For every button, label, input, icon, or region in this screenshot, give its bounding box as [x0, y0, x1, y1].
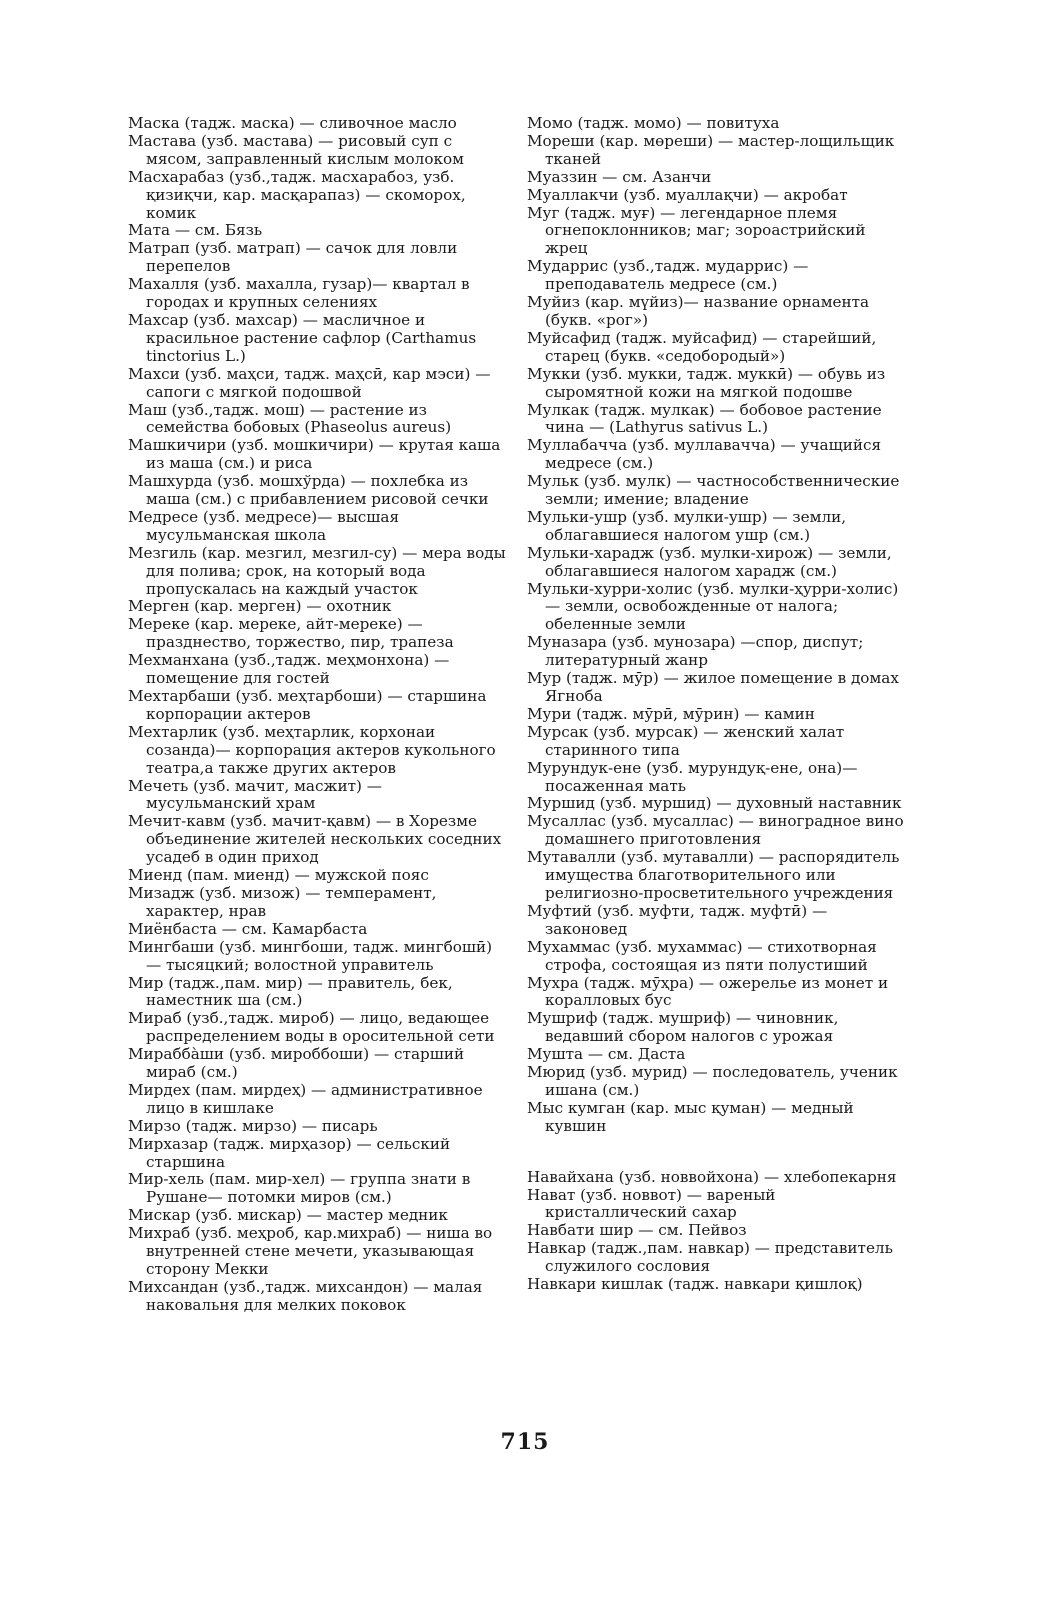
- glossary-entry: Мульки-хурри-холис (узб. мулки-ҳурри-холис) — земли, освобожденные от налога; обеленные земли: [527, 579, 899, 634]
- glossary-entry: Мехманхана (узб.,тадж. меҳмонхона) — помещение для гостей: [128, 651, 450, 688]
- glossary-entry: Муйсафид (тадж. муйсафид) — старейший, старец (букв. «седобородый»): [527, 328, 877, 365]
- glossary-entry: Мирхазар (тадж. мирҳазор) — сельский старшина: [128, 1134, 451, 1171]
- glossary-entry: Мударрис (узб.,тадж. мударрис) — преподаватель медресе (см.): [527, 257, 809, 294]
- glossary-entry: Машкичири (узб. мошкичири) — крутая каша из маша (см.) и риса: [128, 436, 501, 473]
- glossary-entry: Мечит-кавм (узб. мачит-қавм) — в Хорезме объединение жителей нескольких соседних усадеб в один приход: [128, 812, 502, 867]
- glossary-entry: Махалля (узб. махалла, гузар)— квартал в городах и крупных селениях: [128, 275, 470, 312]
- glossary-entry: Мурсак (узб. мурсак) — женский халат старинного типа: [527, 722, 845, 759]
- left-column: [128, 115, 508, 1315]
- glossary-entry: Муйиз (кар. мүйиз)— название орнамента (букв. «рог»): [527, 293, 870, 329]
- glossary-entry: Мухра (тадж. мӯҳра) — ожерелье из монет и коралловых бус: [527, 973, 889, 1010]
- glossary-entry: Момо (тадж. момо) — повитуха: [527, 114, 780, 132]
- glossary-entry: Мукки (узб. мукки, тадж. муккӣ) — обувь из сыромятной кожи на мягкой подошве: [527, 364, 886, 401]
- glossary-entry: Машхурда (узб. мошхўрда) — похлебка из маша (см.) с прибавлением рисовой сечки: [128, 472, 489, 509]
- glossary-entry: Мюрид (узб. мурид) — последователь, ученик ишана (см.): [527, 1063, 898, 1099]
- glossary-entry: Мискар (узб. мискар) — мастер медник: [128, 1206, 448, 1225]
- glossary-entry: Муршид (узб. муршид) — духовный наставник: [527, 794, 902, 813]
- glossary-entry: Навкар (тадж.,пам. навкар) — представитель служилого сословия: [527, 1239, 893, 1276]
- glossary-entry: Мури (тадж. мӯрӣ, мӯрин) — камин: [527, 704, 815, 723]
- glossary-entry: Муллабачча (узб. муллавачча) — учащийся медресе (см.): [527, 436, 882, 473]
- glossary-entry: Мутавалли (узб. мутавалли) — распорядитель имущества благотворительного или религиозно-просветительного учреждения: [527, 848, 900, 902]
- glossary-entry: Мурундук-ене (узб. мурундуқ-ене, она)— посаженная мать: [527, 758, 858, 795]
- glossary-entry: Муназара (узб. мунозара) —спор, диспут; литературный жанр: [527, 633, 864, 670]
- glossary-entry: Мульк (узб. мулк) — частнособственнические земли; имение; владение: [527, 472, 900, 509]
- glossary-entry: Миёнбаста — см. Камарбаста: [128, 919, 368, 938]
- glossary-entry: Мухаммас (узб. мухаммас) — стихотворная строфа, состоящая из пяти полустиший: [527, 937, 877, 974]
- glossary-entry: Мехтарбаши (узб. меҳтарбоши) — старшина корпорации актеров: [128, 687, 487, 723]
- glossary-entry: Навайхана (узб. новвойхона) — хлебопекарня: [527, 1167, 897, 1186]
- glossary-entry: Мингбаши (узб. мингбоши, тадж. мингбошӣ) — тысяцкий; волостной управитель: [128, 937, 493, 974]
- glossary-entry: Мастава (узб. мастава) — рисовый суп с мясом, заправленный кислым молоком: [128, 131, 464, 168]
- glossary-entry: Навбати шир — см. Пейвоз: [527, 1221, 747, 1240]
- glossary-entry: Махсар (узб. махсар) — масличное и красильное растение сафлор (Carthamus tinctorius L.): [128, 310, 477, 365]
- glossary-entry: Михраб (узб. меҳроб, кар.михраб) — ниша во внутренней стене мечети, указывающая сторону Мекки: [128, 1224, 493, 1278]
- glossary-entry: Муаззин — см. Азанчи: [527, 167, 712, 186]
- glossary-entry: Медресе (узб. медресе)— высшая мусульманская школа: [128, 507, 400, 544]
- glossary-entry: Мереке (кар. мереке, айт-мереке) — празднество, торжество, пир, трапеза: [128, 615, 454, 652]
- glossary-entry: Мата — см. Бязь: [128, 221, 263, 240]
- glossary-entry: Муг (тадж. муғ) — легендарное племя огнепоклонников; маг; зороастрийский жрец: [527, 203, 866, 258]
- right-column: [527, 115, 907, 1294]
- glossary-entry: Мезгиль (кар. мезгил, мезгил-су) — мера воды для полива; срок, на который вода пропускалась на каждый участок: [128, 543, 506, 598]
- glossary-entry: Мореши (кар. мөреши) — мастер-лощильщик тканей: [527, 131, 895, 168]
- glossary-entry: Мирабба̀ши (узб. мироббоши) — старший мираб (см.): [128, 1045, 465, 1082]
- glossary-entry: Матрап (узб. матрап) — сачок для ловли перепелов: [128, 239, 458, 276]
- glossary-entry: Мулкак (тадж. мулкак) — бобовое растение чина — (Lathyrus sativus L.): [527, 400, 882, 437]
- glossary-entry: Махси (узб. маҳси, тадж. маҳсӣ, кар мэси) — сапоги с мягкой подошвой: [128, 364, 491, 401]
- glossary-entry: Мерген (кар. мерген) — охотник: [128, 597, 392, 616]
- glossary-entry: Мир-хель (пам. мир-хел) — группа знати в Рушане— потомки миров (см.): [128, 1170, 471, 1207]
- glossary-entry: Мушриф (тадж. мушриф) — чиновник, ведавший сбором налогов с урожая: [527, 1009, 839, 1046]
- glossary-entry: Маш (узб.,тадж. мош) — растение из семейства бобовых (Phaseolus aureus): [128, 400, 452, 437]
- glossary-entry: Миенд (пам. миенд) — мужской пояс: [128, 866, 429, 885]
- glossary-entry: Мыс кумган (кар. мыс қуман) — медный кувшин: [527, 1098, 854, 1135]
- glossary-entry: Муаллакчи (узб. муаллақчи) — акробат: [527, 185, 848, 204]
- glossary-entry: Муфтий (узб. муфти, тадж. муфтӣ) — законовед: [527, 901, 828, 938]
- glossary-entry: Мусаллас (узб. мусаллас) — виноградное вино домашнего приготовления: [527, 812, 904, 849]
- glossary-entry: Мирдех (пам. мирдеҳ) — административное лицо в кишлаке: [128, 1080, 483, 1117]
- glossary-entry: Масхарабаз (узб.,тадж. масхарабоз, узб. қизиқчи, кар. масқарапаз) — скоморох, комик: [128, 167, 466, 222]
- glossary-entry: Мир (тадж.,пам. мир) — правитель, бек, наместник ша (см.): [128, 973, 453, 1010]
- glossary-entry: Мушта — см. Даста: [527, 1045, 686, 1064]
- glossary-entry: Маска (тадж. маска) — сливочное масло: [128, 114, 457, 132]
- glossary-entry: Михсандан (узб.,тадж. михсандон) — малая наковальня для мелких поковок: [128, 1277, 483, 1314]
- glossary-entry: Мульки-харадж (узб. мулки-хирож) — земли, облагавшиеся налогом харадж (см.): [527, 543, 892, 580]
- glossary-entry: Мизадж (узб. мизож) — темперамент, характер, нрав: [128, 883, 437, 920]
- glossary-entry: Мульки-ушр (узб. мулки-ушр) — земли, облагавшиеся налогом ушр (см.): [527, 507, 847, 544]
- glossary-entry: Мехтарлик (узб. меҳтарлик, корхонаи созанда)— корпорация актеров кукольного театра,а также других актеров: [128, 722, 496, 777]
- glossary-entry: Навкари кишлак (тадж. навкари қишлоқ): [527, 1275, 863, 1294]
- glossary-entry: Мечеть (узб. мачит, масжит) — мусульманский храм: [128, 776, 382, 813]
- page-number: 715: [500, 1429, 550, 1455]
- glossary-entry: Нават (узб. новвот) — вареный кристаллический сахар: [527, 1185, 776, 1222]
- glossary-entry: Мирзо (тадж. мирзо) — писарь: [128, 1116, 378, 1135]
- glossary-entry: Мур (тадж. мӯр) — жилое помещение в домах Ягноба: [527, 669, 899, 705]
- glossary-entry: Мираб (узб.,тадж. мироб) — лицо, ведающее распределением воды в оросительной сети: [128, 1009, 495, 1046]
